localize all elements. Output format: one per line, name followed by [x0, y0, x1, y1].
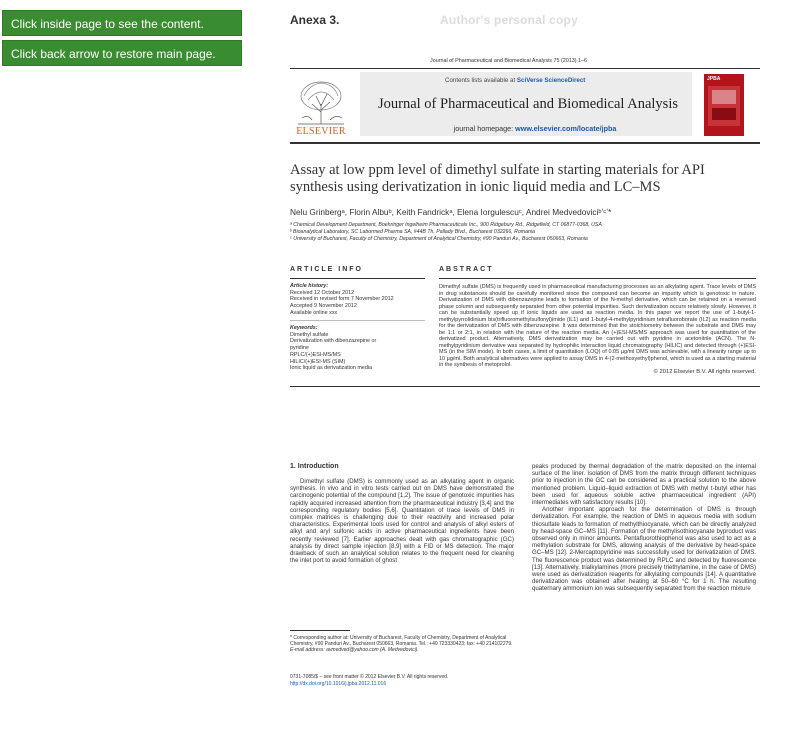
front-matter-note — [290, 674, 520, 687]
corresponding-author: * Corresponding author at: University of Bucharest, Faculty of Chemistry, Department of Analytical Chemistry, #90 Panduri Av., Bucharest 050663, Romania. Tel.: +40 723330423; fax: +40 214102279. — [290, 635, 513, 648]
footnote-rule — [290, 630, 350, 631]
contents-available — [445, 77, 585, 84]
journal-citation: Journal of Pharmaceutical and Biomedical Analysis 75 (2013) 1–6 — [430, 58, 588, 64]
affiliation-a: ᵃ Chemical Development Department, Boehringer Ingelheim Pharmaceuticals Inc., 900 Ridgebury Rd., Ridgefield, CT 06877-0368, USA — [290, 222, 602, 228]
history-label: Article history: — [290, 283, 329, 289]
cover-title: JPBA — [707, 76, 721, 82]
cover-art — [704, 74, 744, 136]
elsevier-wordmark: ELSEVIER — [296, 126, 346, 137]
info-rule — [290, 278, 425, 279]
keywords-block — [290, 325, 420, 372]
keyword-item: pyridine — [290, 345, 309, 352]
history-online: Available online xxx — [290, 309, 338, 316]
intro-paragraph: Dimethyl sulfate (DMS) is commonly used as an alkylating agent in organic synthesis. In vivo and in vitro tests carried out on DMS have demonstrated the carcinogenic potential of the compound [1,2]. The issue of genotoxic impurities has rapidly acquired increased attention from the pharmaceutical industry [3,4] and the corresponding regulatory bodies [5,6]. Quantitation of trace levels of DMS in complex matrices is challenging due to their reactivity and increased polar characteristics. Experimental tools used for control and analysis of alkyl esters of alkyl and aryl sulfonic acids in active pharmaceutical ingredients have been recently reviewed [7]. Earlier approaches dealt with gas chromatographic (GC) analysis by direct sample injection [8,9] with a FID or MS detection. The major drawback of such an analytical solution relates to the frequent need for cleaning the inlet port to avoid formation of ghost — [290, 478, 514, 565]
homepage-url[interactable]: www.elsevier.com/locate/jpba — [515, 124, 617, 133]
affiliation-b: ᵇ Bioanalytical Laboratory, SC Labormed Pharma SA, #44B Th. Pallady Blvd., Bucharest 032266, Romania — [290, 229, 535, 235]
click-back-banner[interactable]: Click back arrow to restore main page. — [2, 40, 242, 66]
top-rule — [290, 68, 760, 69]
intro-left-column — [290, 478, 514, 564]
journal-cover — [704, 74, 744, 136]
info-divider — [290, 320, 425, 321]
abstract-body: Dimethyl sulfate (DMS) is frequently used in pharmaceutical manufacturing processes as an alkylating agent. Trace levels of DMS in drug substances should be carefully monitored since the compound can become an impurity which is genotoxic in nature. Derivatization of DMS with dibenzazepine leads to formation of the N-methyl derivative, which can be retained on a reversed phase column and subsequently separated from other potential impurities. Such derivatization occurs relatively slowly. However, it can be substantially speed up if ionic liquids are used as reaction media. In this paper we report the use of 1-butyl-1-methylpyrrolidinium bis(trifluoromethylsulfonyl)imide (IL1) and 1-butyl-4-methylpyridinium tetrafluoroborate (IL2) as reaction media for the derivatization of DMS with dibenzazepine. It was determined that the stoichiometry between the substrate and DMS may be 1:1 or 2:1, in relation with the nature of the reaction media. An (+)ESI-MS/MS approach was used for quantitation of the derivatized product. Alternatively, DMS derivatization may be carried out with pyridine in acetonitrile (ACN). The N-methylpyridinium derivative was separated by hydrophilic interaction liquid chromatography (HILIC) and detected through (+)ESI-MS (in the SIM mode). In both cases, a limit of quantitation (LOQ) of 0.05 µg/ml DMS was achievable, with a linearity range up to 10 µg/ml. Both analytical alternatives were applied to assay DMS in 4-(2-methoxyethyl)phenol, which is used as a starting material in the synthesis of metoprolol. — [439, 284, 756, 368]
history-received: Received 12 October 2012 — [290, 289, 355, 296]
history-revised: Received in revised form 7 November 2012 — [290, 296, 394, 303]
keyword-item: Ionic liquid as derivatization media — [290, 365, 373, 372]
affiliation-c: ᶜ University of Bucharest, Faculty of Chemistry, Department of Analytical Chemistry, #90 Panduri Av., Bucharest 050663, Romania — [290, 236, 588, 242]
click-inside-banner[interactable]: Click inside page to see the content. — [2, 10, 242, 36]
intro-paragraph: peaks produced by thermal degradation of the matrix deposited on the internal surface of the liner. Isolation of DMS from the matrix through different techniques prior to injection in the GC can be considered as a practical solution to the above mentioned problem. Liquid–liquid extraction of DMS with methyl t-butyl ether has been used for aqueous soluble active pharmaceutical ingredient (API) intermediates with satisfactory results [10]. — [532, 463, 756, 507]
keyword-item: Dimethyl sulfate — [290, 331, 329, 338]
doi-link[interactable]: http://dx.doi.org/10.1016/j.jpba.2012.11.016 — [290, 680, 387, 687]
issn-line: 0731-7085/$ – see front matter © 2012 Elsevier B.V. All rights reserved. — [290, 674, 449, 680]
keyword-item: HILIC/(+)ESI-MS (SIM) — [290, 358, 346, 365]
journal-homepage — [410, 124, 660, 133]
keywords-label: Keywords: — [290, 325, 318, 331]
abstract-rule — [439, 278, 756, 279]
abstract-heading: ABSTRACT — [439, 266, 494, 273]
sciencedirect-link[interactable]: SciVerse ScienceDirect — [516, 77, 586, 84]
keyword-item: Derivatization with dibenzazepine or — [290, 338, 377, 345]
header-bottom-rule — [290, 142, 760, 144]
intro-paragraph: Another important approach for the determination of DMS is through derivatization. For example, the reaction of DMS in aqueous media with sodium thiosulfate leads to formation of methylthiocyanate, which can be directly analyzed by head-space GC–MS [11]. Formation of the methylisothiocyanate byproduct was observed only in minor amounts. Pentafluorothiophenol was also used to act as a methylation substrate for DMS, allowing analysis of the derivative by head-space GC–MS [12]. 2-Mercaptopyridine was successfully used for derivatization of DMS. The fluorescence product was determined by RPLC and detected by fluorescence [13]. Alternatively, trialkylamines (more precisely triethylamine, in the case of DMS) were used as derivatization reagents for alkylating compounds [14]. A quantitative derivatization was obtained after heating at 50–60 °C for 1 h. The resulting quaternary ammonium ion was subsequently separated from the reaction mixture — [532, 506, 756, 593]
article-info-heading: ARTICLE INFO — [290, 266, 363, 273]
journal-title: Journal of Pharmaceutical and Biomedical Analysis — [378, 96, 678, 112]
introduction-heading: 1. Introduction — [290, 463, 339, 470]
corresponding-footnote — [290, 635, 514, 654]
intro-right-column — [532, 463, 756, 593]
homepage-prefix: journal homepage: — [453, 124, 514, 133]
watermark-text: Author's personal copy — [440, 13, 578, 27]
article-history — [290, 283, 420, 317]
annex-label: Anexa 3. — [290, 13, 340, 27]
abstract-bottom-rule — [290, 386, 760, 387]
keyword-item: RPLC/(+)ESI-MS/MS — [290, 351, 341, 358]
author-list: Nelu Grinbergᵃ, Florin Albuᵇ, Keith Fandrickᵃ, Elena Iorgulescuᶜ, Andrei Medvedoviciᵇʼᶜʼ* — [290, 207, 612, 217]
paper-title: Assay at low ppm level of dimethyl sulfate in starting materials for API synthesis using derivatization in ionic liquid media and LC–MS — [290, 162, 705, 195]
history-accepted: Accepted 9 November 2012 — [290, 303, 357, 310]
abstract-copyright: © 2012 Elsevier B.V. All rights reserved. — [653, 369, 756, 375]
contents-prefix: Contents lists available at — [445, 77, 516, 84]
author-email: E-mail address: avmedved@yahoo.com (A. Medvedovici). — [290, 647, 419, 654]
